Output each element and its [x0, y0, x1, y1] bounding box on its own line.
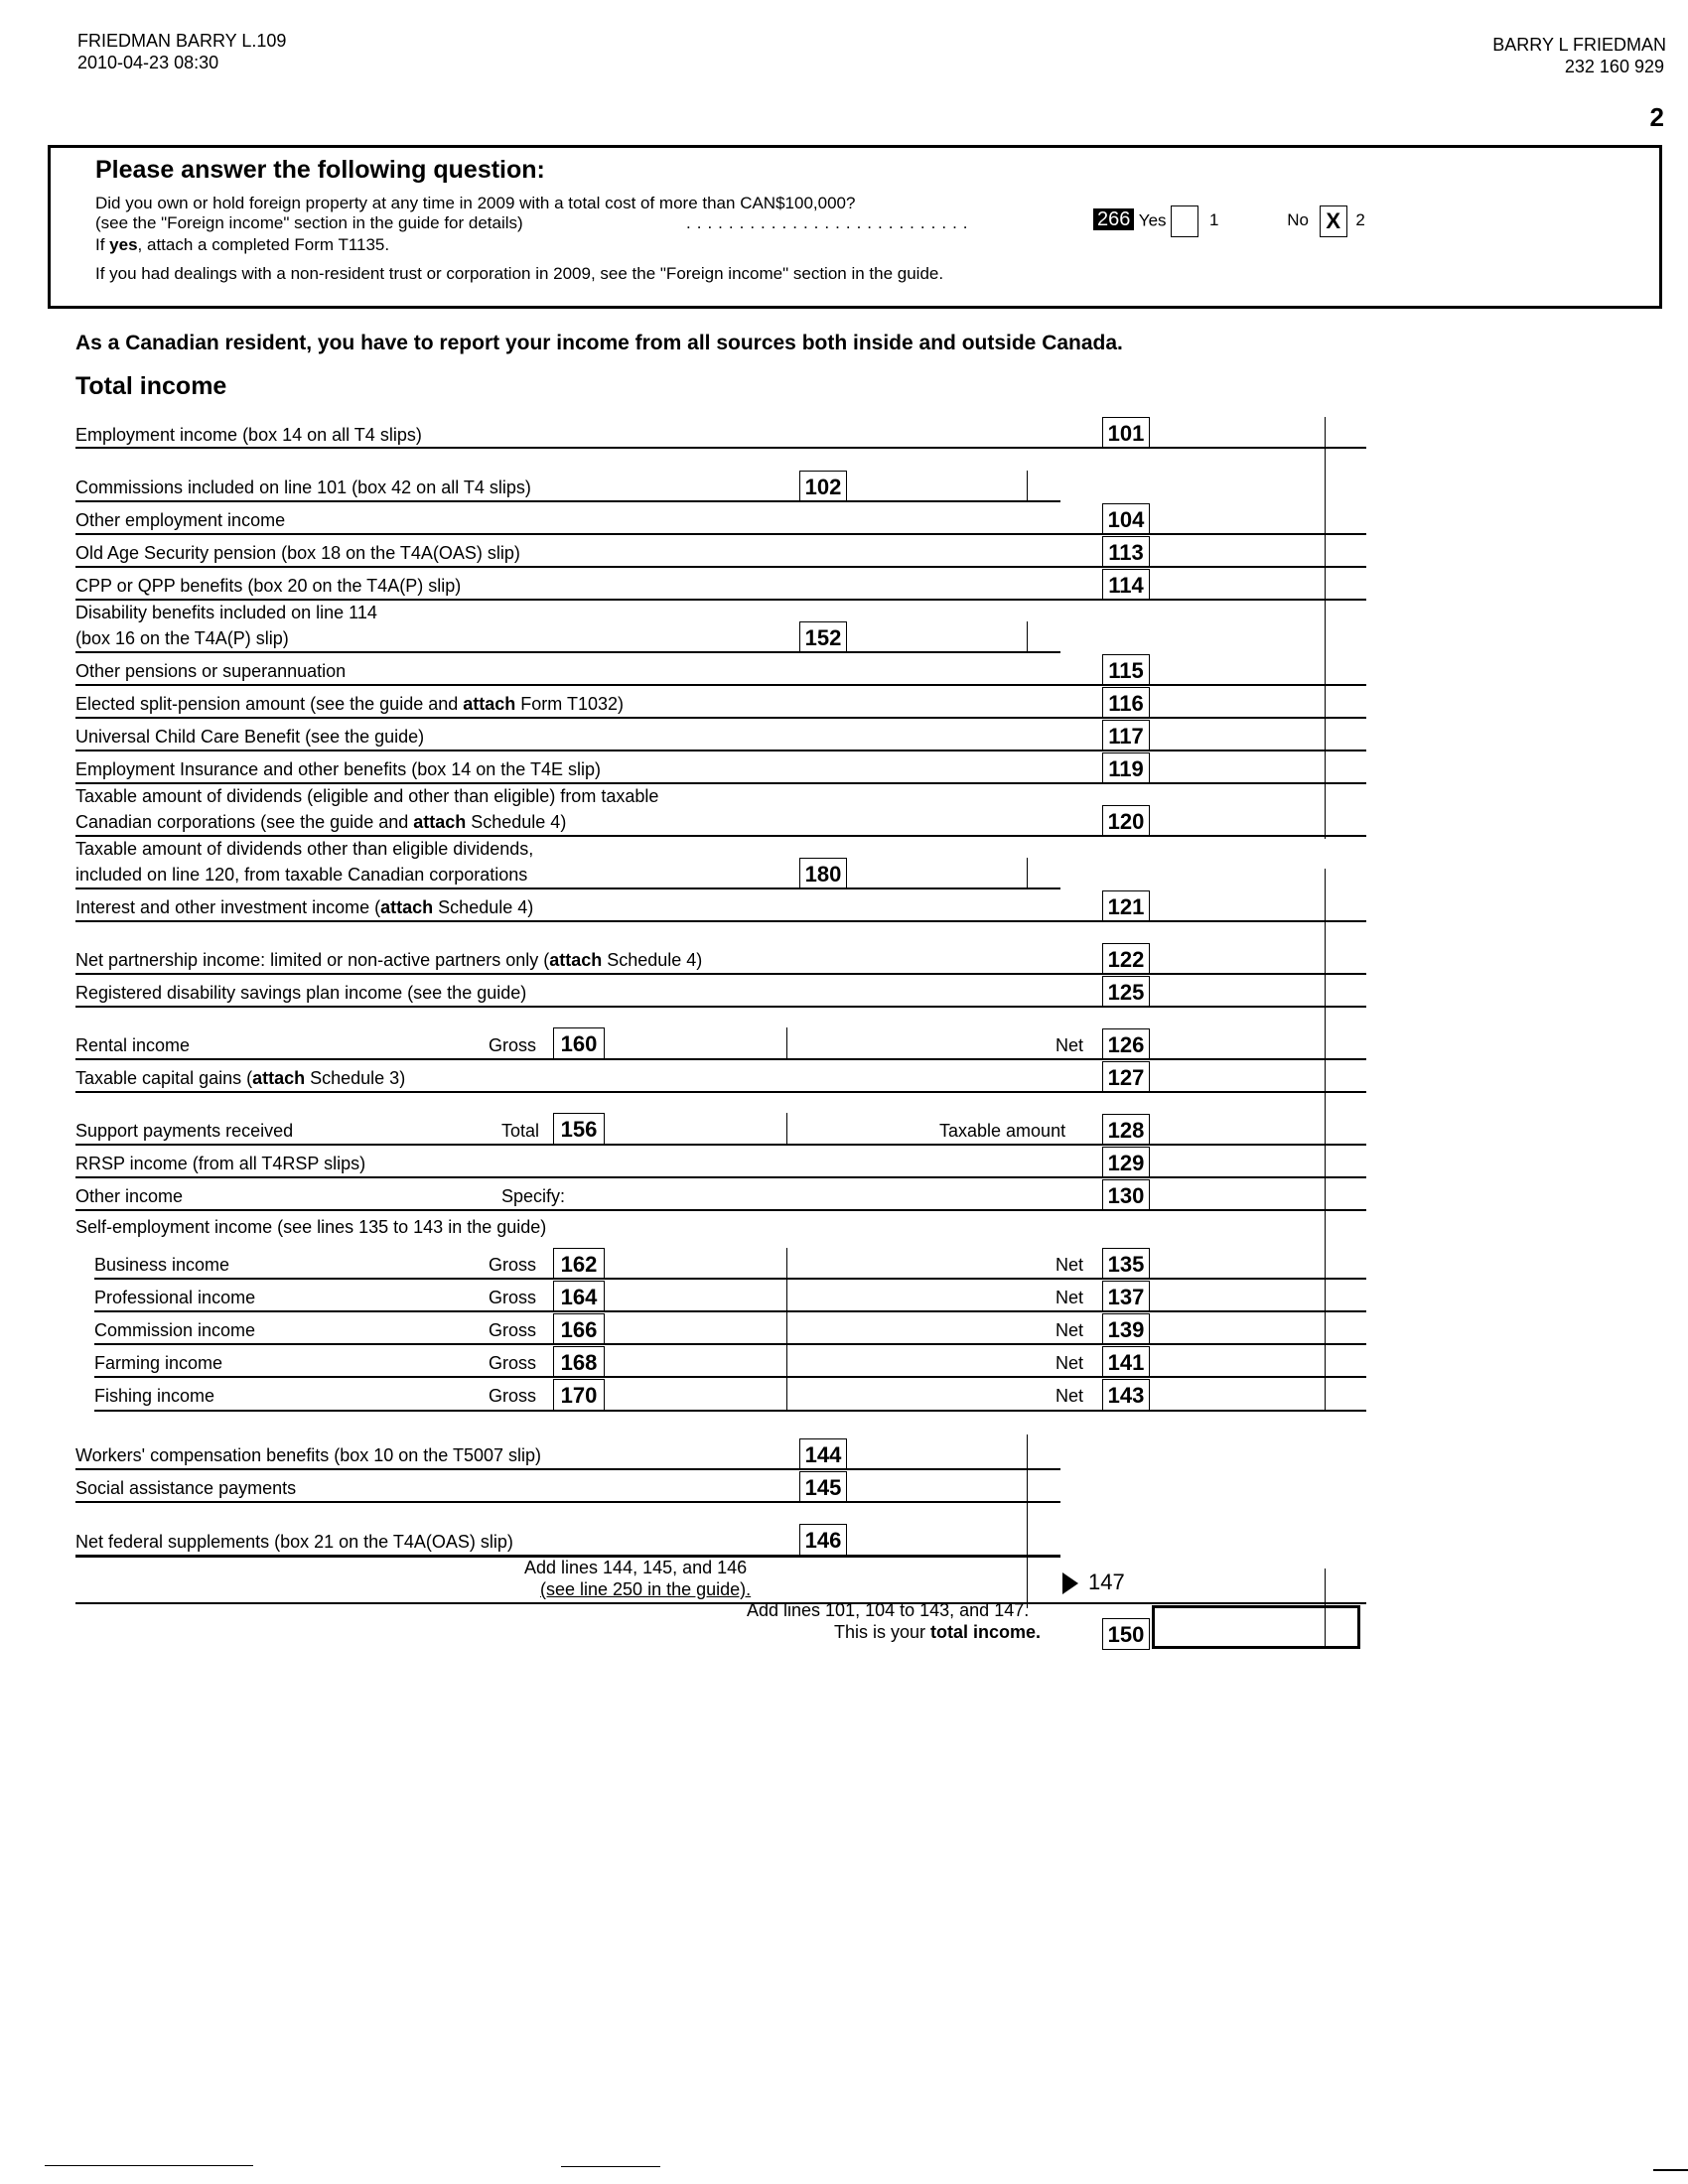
line-164-amount-field[interactable]: [606, 1281, 784, 1310]
line-143-amount-field[interactable]: [1152, 1379, 1325, 1409]
gross-column-end: [786, 1248, 787, 1412]
line-128-code: 128: [1102, 1114, 1150, 1145]
gross-label: Gross: [489, 1255, 537, 1275]
label-part: This is your: [834, 1622, 931, 1642]
line-114-code: 114: [1102, 569, 1150, 600]
line-116-label: [75, 694, 624, 714]
line-114-label: CPP or QPP benefits (box 20 on the T4A(P) slip): [75, 576, 462, 596]
line-121-amount-field[interactable]: [1152, 890, 1325, 920]
line-180-field-end: [1027, 858, 1028, 887]
line-119-code: 119: [1102, 752, 1150, 783]
line-101-label: Employment income (box 14 on all T4 slips): [75, 425, 422, 445]
leader-dots: ...........................: [686, 213, 974, 232]
line-166-code: 166: [553, 1313, 605, 1344]
line-135-code: 135: [1102, 1248, 1150, 1279]
line-117-code: 117: [1102, 720, 1150, 751]
line-104-code: 104: [1102, 503, 1150, 534]
scan-artifact-line: [561, 2166, 660, 2167]
line-170-code: 170: [553, 1379, 605, 1410]
scan-artifact-line: [1653, 2169, 1688, 2171]
line-145-code: 145: [799, 1471, 847, 1502]
line-122-amount-field[interactable]: [1152, 943, 1325, 973]
line-115-amount-field[interactable]: [1152, 654, 1325, 684]
question-guide-ref: (see the "Foreign income" section in the guide for details): [95, 213, 523, 232]
line-152-field-end: [1027, 621, 1028, 651]
section-title: Total income: [75, 372, 227, 400]
arrow-right-icon: [1062, 1572, 1078, 1594]
line-126-amount-field[interactable]: [1152, 1028, 1325, 1058]
line-147-label-2: (see line 250 in the guide).: [540, 1579, 752, 1599]
line-127-label: [75, 1068, 405, 1088]
other-income-specify-field[interactable]: [586, 1181, 1092, 1209]
gross-label: Gross: [489, 1386, 537, 1406]
line-147-amount-field[interactable]: [1152, 1569, 1325, 1602]
line-114-rule: [75, 599, 1366, 601]
line-141-code: 141: [1102, 1346, 1150, 1377]
line-146-amount-field[interactable]: [849, 1524, 1026, 1554]
line-116-code: 116: [1102, 687, 1150, 718]
label-bold: total income.: [930, 1622, 1042, 1642]
net-label: Net: [1055, 1288, 1084, 1307]
label-part: Interest and other investment income (: [75, 897, 381, 917]
self-employment-title: Self-employment income (see lines 135 to 143 in the guide): [75, 1217, 547, 1237]
scan-artifact-line: [45, 2165, 253, 2166]
line-162-amount-field[interactable]: [606, 1248, 784, 1278]
farming-income-label: Farming income: [94, 1353, 223, 1373]
line-120-rule: [75, 835, 1366, 837]
professional-income-label: Professional income: [94, 1288, 256, 1307]
line-117-label: Universal Child Care Benefit (see the guide): [75, 727, 425, 747]
line-113-amount-field[interactable]: [1152, 536, 1325, 566]
line-152-amount-field[interactable]: [849, 621, 1026, 651]
line-180-code: 180: [799, 858, 847, 888]
non-resident-note: If you had dealings with a non-resident trust or corporation in 2009, see the "Foreign income" section in the guide.: [95, 264, 944, 283]
line-130-rule: [75, 1209, 1366, 1211]
line-147-code: 147: [1088, 1570, 1125, 1594]
line-150-code: 150: [1102, 1618, 1150, 1650]
line-162-code: 162: [553, 1248, 605, 1279]
line-115-rule: [75, 684, 1366, 686]
line-168-code: 168: [553, 1346, 605, 1377]
line-141-amount-field[interactable]: [1152, 1346, 1325, 1376]
support-total-label: Total: [501, 1121, 540, 1141]
line-119-label: Employment Insurance and other benefits (box 14 on the T4E slip): [75, 759, 601, 779]
line-121-label: [75, 897, 533, 917]
line-150-label-1: Add lines 101, 104 to 143, and 147.: [747, 1600, 1030, 1620]
rental-gross-label: Gross: [489, 1035, 537, 1055]
line-115-label: Other pensions or superannuation: [75, 661, 347, 681]
line-139-amount-field[interactable]: [1152, 1313, 1325, 1343]
net-label: Net: [1055, 1320, 1084, 1340]
gross-label: Gross: [489, 1288, 537, 1307]
line-146-code: 146: [799, 1524, 847, 1555]
line-130-amount-field[interactable]: [1152, 1179, 1325, 1209]
social-insurance-number: 232 160 929: [1564, 57, 1664, 76]
line-144-label: Workers' compensation benefits (box 10 on the T5007 slip): [75, 1445, 542, 1465]
line-102-rule: [75, 500, 1060, 502]
line-125-rule: [75, 1006, 1366, 1008]
no-label: No: [1287, 210, 1309, 230]
label-part: Net partnership income: limited or non-active partners only (: [75, 950, 550, 970]
yes-label: Yes: [1138, 210, 1167, 230]
line-102-amount-field[interactable]: [849, 471, 1026, 500]
line-166-amount-field[interactable]: [606, 1313, 784, 1343]
line-160-amount-field[interactable]: [606, 1027, 784, 1058]
net-label: Net: [1055, 1353, 1084, 1373]
line-168-amount-field[interactable]: [606, 1346, 784, 1376]
taxpayer-name: BARRY L FRIEDMAN: [1492, 35, 1666, 55]
line-146-label: Net federal supplements (box 21 on the T4A(OAS) slip): [75, 1532, 513, 1552]
answer-group: [1093, 205, 1365, 237]
label-part: Schedule 4): [466, 812, 567, 832]
no-value: 2: [1355, 210, 1365, 230]
line-120-code: 120: [1102, 805, 1150, 836]
line-129-amount-field[interactable]: [1152, 1147, 1325, 1176]
line-117-amount-field[interactable]: [1152, 720, 1325, 750]
yes-instruction: [95, 235, 389, 255]
line-180-amount-field[interactable]: [849, 858, 1026, 887]
line-101-code: 101: [1102, 417, 1150, 448]
line-125-code: 125: [1102, 976, 1150, 1007]
line-137-rule: [94, 1310, 1366, 1312]
line-137-amount-field[interactable]: [1152, 1281, 1325, 1310]
gross-label: Gross: [489, 1353, 537, 1373]
yes-checkbox[interactable]: [1171, 205, 1198, 237]
line-102-field-end: [1027, 471, 1028, 500]
line-145-amount-field[interactable]: [849, 1471, 1026, 1501]
line-116-rule: [75, 717, 1366, 719]
line-152-rule: [75, 651, 1060, 653]
line-120-label-2: [75, 812, 566, 832]
label-bold: attach: [380, 897, 434, 917]
line-152-label-1: Disability benefits included on line 114: [75, 603, 377, 622]
line-160-code: 160: [553, 1027, 605, 1058]
line-139-code: 139: [1102, 1313, 1150, 1344]
line-150-label-2: [834, 1622, 1041, 1643]
line-130-code: 130: [1102, 1179, 1150, 1210]
line-115-code: 115: [1102, 654, 1150, 685]
line-128-rule: [75, 1144, 1366, 1146]
line-126-rule: [75, 1058, 1366, 1060]
line-121-code: 121: [1102, 890, 1150, 921]
line-156-amount-field[interactable]: [606, 1113, 784, 1144]
line-135-rule: [94, 1278, 1366, 1280]
line-156-code: 156: [553, 1113, 605, 1144]
label-part: Elected split-pension amount (see the guide and: [75, 694, 464, 714]
line-122-rule: [75, 973, 1366, 975]
line-147-label-1: Add lines 144, 145, and 146: [524, 1558, 748, 1577]
line-125-label: Registered disability savings plan income (see the guide): [75, 983, 527, 1003]
foreign-property-question-box: [48, 145, 1662, 309]
line-121-rule: [75, 920, 1366, 922]
instruction-bold: yes: [109, 235, 138, 254]
line-170-amount-field[interactable]: [606, 1379, 784, 1409]
gross-label: Gross: [489, 1320, 537, 1340]
total-income-field[interactable]: [1152, 1605, 1360, 1649]
total-field-end: [786, 1113, 787, 1144]
instruction-prefix: If: [95, 235, 110, 254]
line-120-label-1: Taxable amount of dividends (eligible and other than eligible) from taxable: [75, 786, 659, 806]
label-bold: attach: [252, 1068, 306, 1088]
line-116-amount-field[interactable]: [1152, 687, 1325, 717]
line-139-rule: [94, 1343, 1366, 1345]
label-part: Schedule 4): [602, 950, 703, 970]
line-144-amount-field[interactable]: [849, 1438, 1026, 1468]
line-129-rule: [75, 1176, 1366, 1178]
line-143-code: 143: [1102, 1379, 1150, 1410]
line-152-code: 152: [799, 621, 847, 652]
line-127-rule: [75, 1091, 1366, 1093]
line-143-rule: [94, 1410, 1366, 1412]
line-135-amount-field[interactable]: [1152, 1248, 1325, 1278]
line-114-amount-field[interactable]: [1152, 569, 1325, 599]
line-128-label: Support payments received: [75, 1121, 294, 1141]
label-part: Form T1032): [515, 694, 624, 714]
line-180-label-1: Taxable amount of dividends other than eligible dividends,: [75, 839, 534, 859]
label-bold: attach: [549, 950, 603, 970]
label-part: Schedule 3): [305, 1068, 406, 1088]
rental-net-label: Net: [1055, 1035, 1084, 1055]
line-126-label: Rental income: [75, 1035, 191, 1055]
line-104-amount-field[interactable]: [1152, 503, 1325, 533]
line-144-rule: [75, 1468, 1060, 1470]
line-144-code: 144: [799, 1438, 847, 1469]
yes-value: 1: [1209, 210, 1219, 230]
net-label: Net: [1055, 1386, 1084, 1406]
fishing-income-label: Fishing income: [94, 1386, 215, 1406]
business-income-label: Business income: [94, 1255, 230, 1275]
print-datetime: 2010-04-23 08:30: [77, 53, 219, 72]
subtotal-column-end: [1027, 1434, 1028, 1608]
line-102-label: Commissions included on line 101 (box 42 on all T4 slips): [75, 478, 531, 497]
line-180-rule: [75, 887, 1060, 889]
field-code-266: 266: [1093, 208, 1134, 230]
page-number: 2: [1649, 102, 1664, 132]
line-113-code: 113: [1102, 536, 1150, 567]
line-119-amount-field[interactable]: [1152, 752, 1325, 782]
line-152-label-2: (box 16 on the T4A(P) slip): [75, 628, 289, 648]
label-bold: attach: [463, 694, 516, 714]
line-145-label: Social assistance payments: [75, 1478, 297, 1498]
support-taxable-label: Taxable amount: [939, 1121, 1066, 1141]
question-text: Did you own or hold foreign property at any time in 2009 with a total cost of more than CAN$100,000?: [95, 194, 856, 212]
label-part: Schedule 4): [433, 897, 534, 917]
line-180-label-2: included on line 120, from taxable Canadian corporations: [75, 865, 528, 885]
amount-column-divider: [1325, 417, 1326, 660]
line-117-rule: [75, 750, 1366, 751]
line-122-label: [75, 950, 702, 970]
no-checkbox[interactable]: X: [1320, 205, 1347, 237]
gross-field-end: [786, 1027, 787, 1058]
instruction-rest: , attach a completed Form T1135.: [137, 235, 390, 254]
line-102-code: 102: [799, 471, 847, 501]
line-125-amount-field[interactable]: [1152, 976, 1325, 1006]
line-119-rule: [75, 782, 1366, 784]
label-part: Canadian corporations (see the guide and: [75, 812, 414, 832]
line-145-rule: [75, 1501, 1060, 1503]
line-127-code: 127: [1102, 1061, 1150, 1092]
line-104-rule: [75, 533, 1366, 535]
label-bold: attach: [413, 812, 467, 832]
line-137-code: 137: [1102, 1281, 1150, 1311]
line-101-amount-field[interactable]: [1152, 417, 1325, 447]
line-129-label: RRSP income (from all T4RSP slips): [75, 1154, 366, 1173]
line-113-rule: [75, 566, 1366, 568]
label-part: Taxable capital gains (: [75, 1068, 253, 1088]
line-128-amount-field[interactable]: [1152, 1114, 1325, 1144]
line-122-code: 122: [1102, 943, 1150, 974]
net-label: Net: [1055, 1255, 1084, 1275]
resident-notice: As a Canadian resident, you have to report your income from all sources both inside and outside Canada.: [75, 332, 1123, 354]
amount-column-divider: [1325, 869, 1326, 1410]
other-income-specify-label: Specify:: [501, 1186, 566, 1206]
line-126-code: 126: [1102, 1028, 1150, 1059]
line-104-label: Other employment income: [75, 510, 286, 530]
line-141-rule: [94, 1376, 1366, 1378]
line-101-rule: [75, 447, 1366, 449]
commission-income-label: Commission income: [94, 1320, 256, 1340]
line-164-code: 164: [553, 1281, 605, 1311]
line-147-pointer: [1062, 1570, 1125, 1595]
line-120-amount-field[interactable]: [1152, 805, 1325, 835]
line-147-rule: [75, 1602, 1366, 1604]
line-130-label: Other income: [75, 1186, 184, 1206]
line-127-amount-field[interactable]: [1152, 1061, 1325, 1091]
question-title: Please answer the following question:: [95, 156, 545, 184]
line-113-label: Old Age Security pension (box 18 on the T4A(OAS) slip): [75, 543, 520, 563]
line-129-code: 129: [1102, 1147, 1150, 1177]
taxpayer-file-id: FRIEDMAN BARRY L.109: [77, 31, 287, 51]
